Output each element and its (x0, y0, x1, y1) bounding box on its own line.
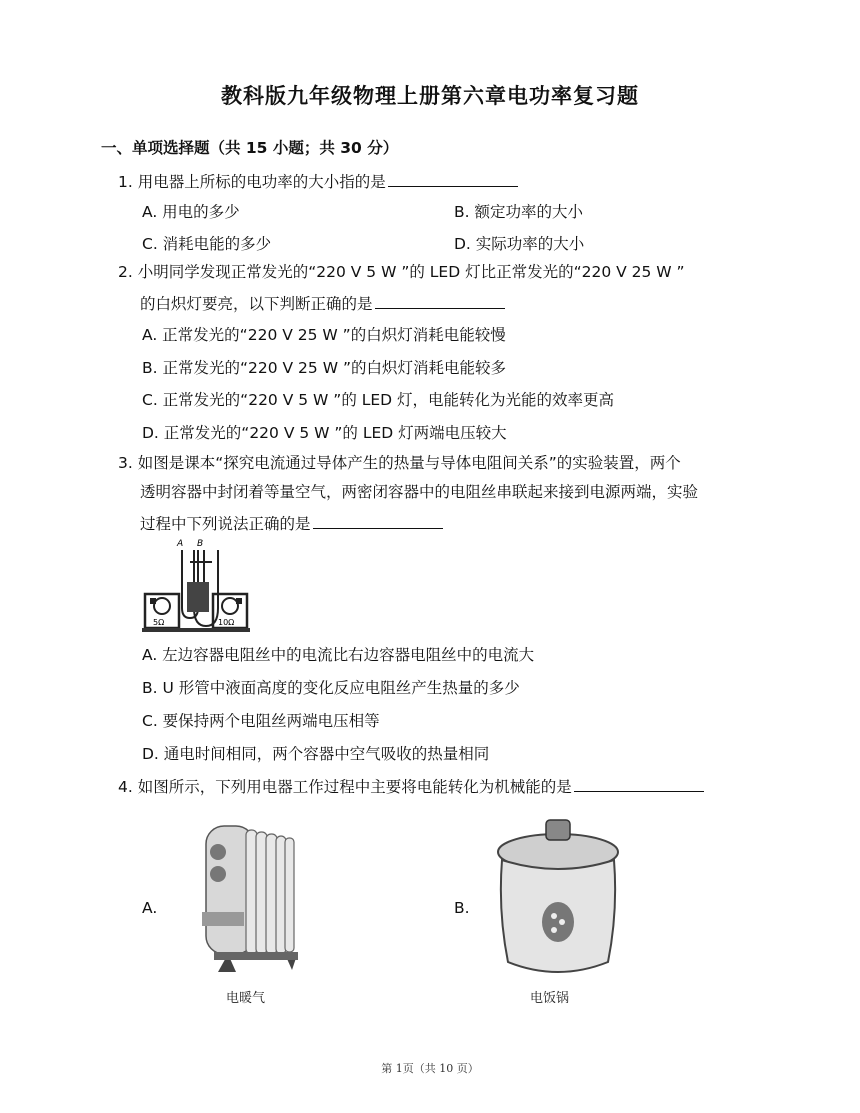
question-3-stem-line-1: 3. 如图是课本“探究电流通过导体产生的热量与导体电阻间关系”的实验装置，两个 (118, 454, 681, 472)
question-4-option-a[interactable]: A. (142, 899, 158, 917)
question-2-option-b[interactable]: B. 正常发光的“220 V 25 W ”的白炽灯消耗电能较多 (142, 359, 506, 377)
question-1-option-a[interactable]: A. 用电的多少 (142, 203, 240, 221)
experiment-apparatus-figure (142, 538, 250, 634)
question-2-option-d[interactable]: D. 正常发光的“220 V 5 W ”的 LED 灯两端电压较大 (142, 424, 507, 442)
question-3-option-d[interactable]: D. 通电时间相同，两个容器中空气吸收的热量相同 (142, 745, 490, 763)
question-3-option-a[interactable]: A. 左边容器电阻丝中的电流比右边容器电阻丝中的电流大 (142, 646, 535, 664)
question-1-option-c[interactable]: C. 消耗电能的多少 (142, 235, 272, 253)
rice-cooker-image (488, 812, 628, 1012)
question-2-option-a[interactable]: A. 正常发光的“220 V 25 W ”的白炽灯消耗电能较慢 (142, 326, 506, 344)
question-3-stem-line-3: 过程中下列说法正确的是 (140, 514, 443, 533)
answer-blank[interactable] (574, 777, 704, 792)
question-3-option-b[interactable]: B. U 形管中液面高度的变化反应电阻丝产生热量的多少 (142, 679, 520, 697)
resistor-label-right: 10Ω (218, 618, 235, 627)
section-heading: 一、单项选择题（共 15 小题；共 30 分） (101, 139, 399, 157)
question-3-option-c[interactable]: C. 要保持两个电阻丝两端电压相等 (142, 712, 380, 730)
question-4-option-b[interactable]: B. (454, 899, 470, 917)
question-1-option-d[interactable]: D. 实际功率的大小 (454, 235, 585, 253)
answer-blank[interactable] (313, 514, 443, 529)
heater-caption: 电暖气 (226, 991, 266, 1006)
question-1-stem: 1. 用电器上所标的电功率的大小指的是 (118, 172, 518, 191)
figure-label-a: A (177, 539, 184, 549)
question-1-option-b[interactable]: B. 额定功率的大小 (454, 203, 583, 221)
answer-blank[interactable] (375, 294, 505, 309)
rice-cooker-caption: 电饭锅 (530, 991, 570, 1006)
answer-blank[interactable] (388, 172, 518, 187)
question-2-option-c[interactable]: C. 正常发光的“220 V 5 W ”的 LED 灯，电能转化为光能的效率更高 (142, 391, 615, 409)
question-3-stem-line-2: 透明容器中封闭着等量空气，两密闭容器中的电阻丝串联起来接到电源两端，实验 (140, 483, 699, 501)
page-title: 教科版九年级物理上册第六章电功率复习题 (221, 83, 639, 108)
resistor-label-left: 5Ω (153, 618, 165, 627)
page-footer: 第 1页（共 10 页） (381, 1062, 479, 1075)
question-2-stem-line-2: 的白炽灯要亮，以下判断正确的是 (140, 294, 505, 313)
figure-label-b: B (197, 539, 204, 549)
electric-heater-image (188, 812, 308, 1012)
question-2-stem-line-1: 2. 小明同学发现正常发光的“220 V 5 W ”的 LED 灯比正常发光的“220 V 25 W ” (118, 263, 685, 281)
question-4-stem: 4. 如图所示，下列用电器工作过程中主要将电能转化为机械能的是 (118, 777, 704, 796)
